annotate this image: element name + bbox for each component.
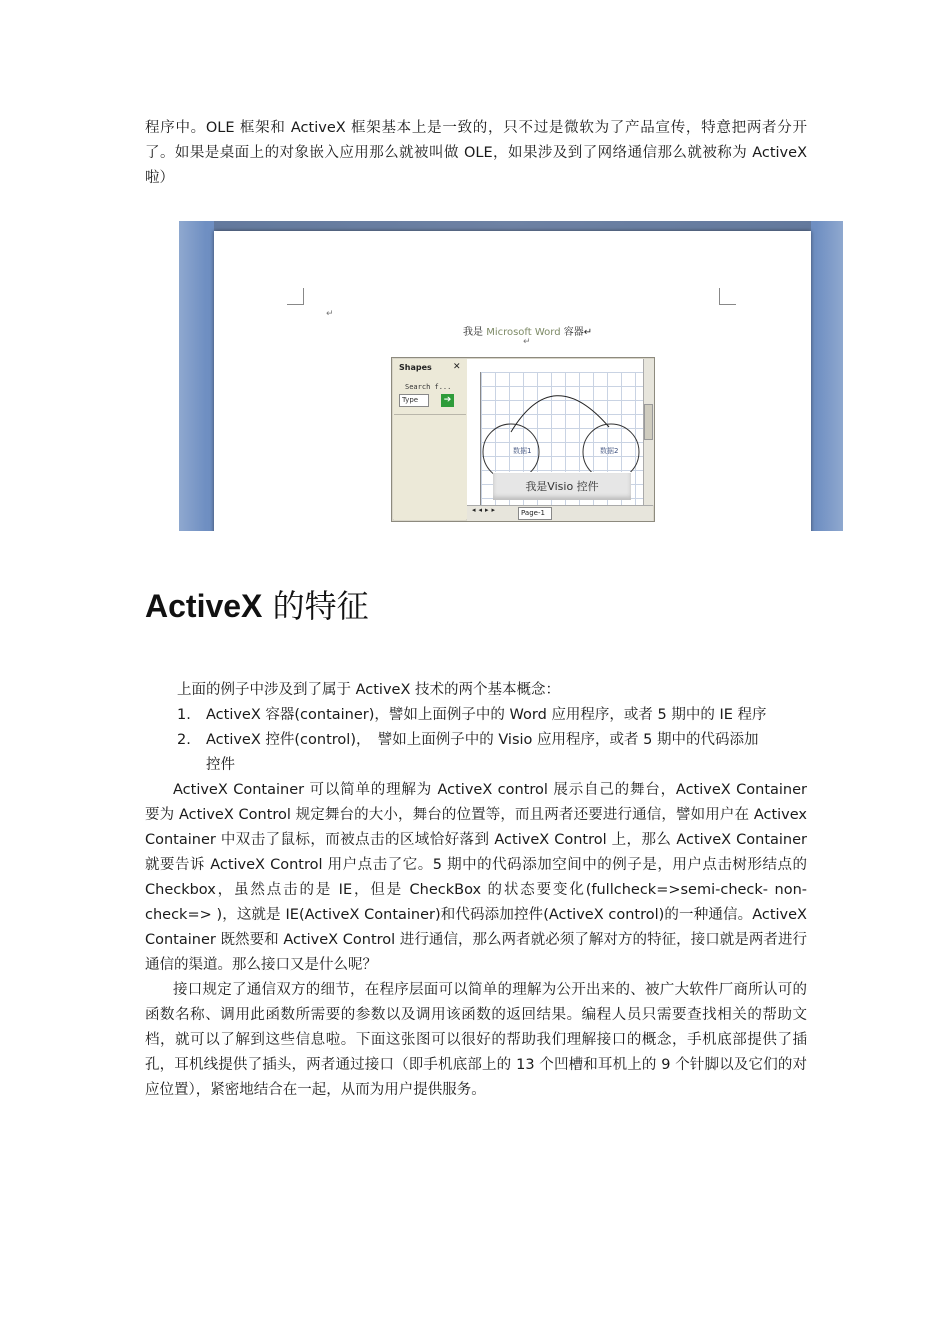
list-text: ActiveX 控件(control)， 譬如上面例子中的 Visio 应用程序，或者 5 期中的代码添加: [206, 732, 759, 748]
list-item-continuation: 控件: [206, 757, 235, 773]
page-tab[interactable]: Page-1: [518, 507, 552, 520]
body-paragraph-interface: 接口规定了通信双方的细节，在程序层面可以简单的理解为公开出来的、被广大软件厂商所认可的函数名称、调用此函数所需要的参数以及调用该函数的返回结果。编程人员只需要查找相关的帮助文档，就可以了解到这些信息啦。下面这张图可以很好的帮助我们理解接口的概念，手机底部提供了插孔，耳机线提供了插头，两者通过接口（即手机底部上的 13 个凹槽和耳机上的 9 个针脚以及它们的对应位置），紧密地结合在一起，从而为用户提供服务。: [145, 982, 807, 1098]
scrollbar-thumb[interactable]: [644, 404, 653, 440]
lead-sentence: 上面的例子中涉及到了属于 ActiveX 技术的两个基本概念：: [177, 682, 561, 698]
caption-prefix: 我是: [463, 327, 483, 338]
heading-cjk: 的特征: [262, 587, 369, 625]
intro-paragraph: 程序中。OLE 框架和 ActiveX 框架基本上是一致的，只不过是微软为了产品宣传，特意把两者分开了。如果是桌面上的对象嵌入应用那么就被叫做 OLE，如果涉及到了网络通信那么就被称为 ActiveX 啦）: [145, 120, 807, 186]
close-icon[interactable]: ✕: [453, 362, 461, 372]
body-paragraph-container: ActiveX Container 可以简单的理解为 ActiveX control 展示自己的舞台，ActiveX Container 要为 ActiveX Control 规定舞台的大小，舞台的位置等，而且两者还要进行通信，譬如用户在 Activex Container 中双击了鼠标，而被点击的区域恰好落到 ActiveX Control 上，那么 ActiveX Container 就要告诉 ActiveX Control 用户点击了它。5 期中的代码添加空间中的例子是，用户点击树形结点的 Checkbox，虽然点击的是 IE，但是 CheckBox 的状态要变化(fullcheck=>semi-check- non-check=> )，这就是 IE(ActiveX Container)和代码添加控件(ActiveX control)的一种通信。ActiveX Container 既然要和 ActiveX Control 进行通信，那么两者就必须了解对方的特征，接口就是两者进行通信的渠道。那么接口又是什么呢？: [145, 782, 807, 973]
paragraph-mark-2: ↵: [523, 337, 531, 347]
shapes-type-select[interactable]: Type: [399, 394, 429, 407]
visio-control[interactable]: [391, 357, 655, 522]
caption-ms-word: Microsoft Word: [486, 327, 561, 338]
node-1-label: 数据1: [513, 447, 532, 455]
shapes-list-area: [394, 414, 466, 520]
node-2-label: 数据2: [600, 447, 619, 455]
paragraph-mark: ↵: [326, 309, 334, 319]
caption-paragraph-mark: ↵: [583, 327, 593, 338]
shapes-panel: [393, 359, 468, 519]
list-number: 1.: [177, 707, 191, 723]
connector-arc: [511, 396, 609, 432]
word-page-top-shadow: [214, 221, 811, 231]
visio-control-label: 我是Visio 控件: [493, 472, 631, 500]
word-visio-screenshot-figure: [179, 221, 843, 531]
section-heading: [145, 580, 369, 632]
shapes-title: Shapes: [399, 363, 432, 372]
page-nav-arrows[interactable]: ◂◂▸▸: [472, 506, 499, 514]
heading-latin: ActiveX: [145, 588, 263, 624]
vertical-ruler: [467, 372, 481, 505]
word-document-sheet: [214, 231, 811, 531]
list-text: ActiveX 容器(container)，譬如上面例子中的 Word 应用程序，或者 5 期中的 IE 程序: [206, 707, 767, 723]
go-arrow-icon[interactable]: ➔: [441, 394, 454, 407]
caption-suffix: 容器: [563, 327, 584, 338]
margin-corner-left: [287, 288, 304, 305]
word-container-caption: [463, 323, 592, 338]
margin-corner-right: [719, 288, 736, 305]
list-number: 2.: [177, 732, 191, 748]
horizontal-ruler: [467, 359, 643, 373]
shapes-search-input[interactable]: Search f...: [405, 383, 452, 391]
